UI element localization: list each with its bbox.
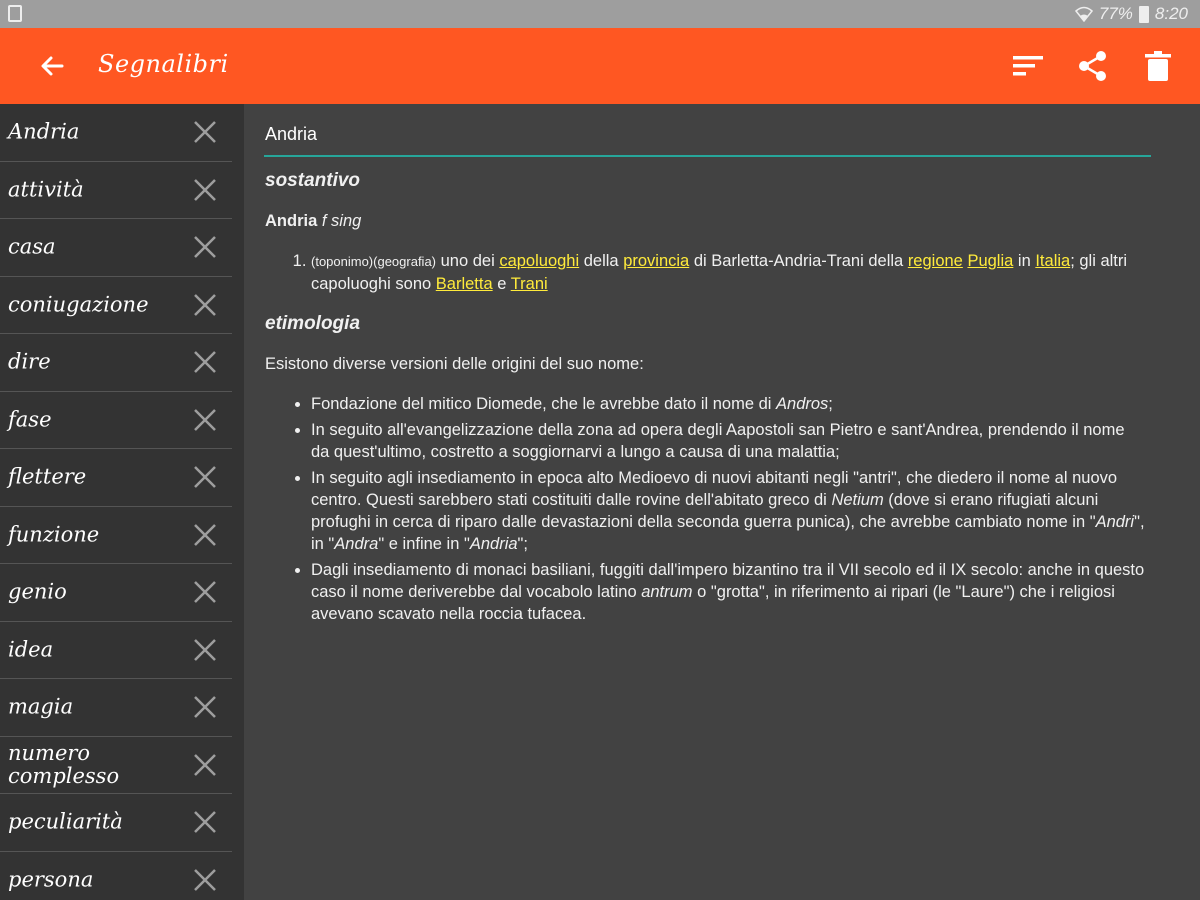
- bullet-text: (dove si erano rifugiati alcuni profughi in cerca di riparo dalle devastazioni della seconda guerra punica), che avrebbe cambiato nome in ": [311, 491, 1099, 531]
- definition-text: in: [1013, 252, 1036, 270]
- entry-content: [244, 104, 1200, 900]
- close-icon[interactable]: [192, 464, 218, 490]
- bullet-italic: Netium: [831, 491, 884, 509]
- close-icon[interactable]: [192, 694, 218, 720]
- list-item[interactable]: [0, 392, 232, 450]
- bookmark-label: fase: [8, 407, 52, 432]
- bullet-text: ;: [828, 395, 833, 413]
- bullet-text: ", in ": [311, 513, 1145, 553]
- list-item[interactable]: [0, 737, 232, 795]
- close-icon[interactable]: [192, 752, 218, 778]
- list-item: [311, 559, 1145, 625]
- bookmark-label: attività: [8, 177, 84, 202]
- bookmark-label: dire: [8, 349, 51, 374]
- bookmark-label: funzione: [8, 522, 100, 547]
- bullet-text: In seguito agli insediamento in epoca alto Medioevo di nuovi abitanti negli "antri", che diedero il nome al nuovo centro. Questi sarebbero stati costituiti dalle rovine dell'abitato greco di: [311, 469, 1118, 509]
- entry-word: Andria: [265, 124, 318, 144]
- definition-item: [311, 250, 1145, 295]
- bullet-italic: Andra: [334, 535, 379, 553]
- entry-body: [265, 170, 1145, 629]
- link-barletta[interactable]: Barletta: [435, 275, 493, 293]
- etymology-intro: Esistono diverse versioni delle origini del suo nome:: [265, 355, 644, 373]
- close-icon[interactable]: [192, 234, 218, 260]
- share-icon[interactable]: [1075, 48, 1111, 84]
- list-item[interactable]: [0, 852, 232, 900]
- close-icon[interactable]: [192, 579, 218, 605]
- list-item[interactable]: [0, 679, 232, 737]
- back-arrow-icon[interactable]: [36, 50, 68, 82]
- link-regione[interactable]: regione: [907, 252, 963, 270]
- close-icon[interactable]: [192, 177, 218, 203]
- bullet-text: Dagli insediamento di monaci basiliani, fuggiti dall'impero bizantino tra il VII secolo ed il IX secolo: anche in questo caso il nome deriverebbe dal vocabolo latino: [311, 561, 1145, 601]
- bullet-italic: antrum: [641, 583, 693, 601]
- close-icon[interactable]: [192, 407, 218, 433]
- close-icon[interactable]: [192, 867, 218, 893]
- app-title: Segnalibri: [98, 50, 229, 78]
- list-item: [311, 419, 1145, 463]
- bookmark-label: numero complesso: [8, 740, 120, 788]
- delete-icon[interactable]: [1140, 48, 1176, 84]
- close-icon[interactable]: [192, 522, 218, 548]
- bullet-text: In seguito all'evangelizzazione della zona ad opera degli Aapostoli san Pietro e sant'Andrea, prendendo il nome da quest'ultimo, costretto a soggiornarvi a lungo a causa di una malattia;: [311, 421, 1125, 461]
- bookmark-label: peculiarità: [8, 809, 123, 834]
- bookmark-list: [0, 104, 244, 900]
- link-puglia[interactable]: Puglia: [967, 252, 1014, 270]
- close-icon[interactable]: [192, 349, 218, 375]
- clock: 8:20: [1154, 4, 1188, 23]
- status-bar: [0, 0, 1200, 28]
- link-capoluoghi[interactable]: capoluoghi: [499, 252, 580, 270]
- bookmark-label: idea: [8, 637, 54, 662]
- bullet-italic: Andros: [776, 395, 829, 413]
- notification-icon: [8, 5, 22, 22]
- app-bar: [0, 28, 1200, 104]
- list-item[interactable]: [0, 564, 232, 622]
- list-item[interactable]: [0, 334, 232, 392]
- list-item: [311, 467, 1145, 555]
- bookmark-label: coniugazione: [8, 292, 149, 317]
- list-item[interactable]: [0, 277, 232, 335]
- bullet-text: o "grotta", in riferimento ai ripari (le "Laure") che i religiosi avevano scavato nella roccia tufacea.: [311, 583, 1115, 623]
- headword: Andria: [265, 212, 318, 230]
- definition-text: di Barletta-Andria-Trani della: [689, 252, 908, 270]
- definition-tags: (toponimo)(geografia): [311, 254, 437, 269]
- link-trani[interactable]: Trani: [510, 275, 548, 293]
- bullet-italic: Andri: [1095, 513, 1135, 531]
- headword-line: [265, 210, 1145, 232]
- definition-list: [265, 250, 1145, 295]
- grammar-info: f sing: [321, 212, 362, 230]
- close-icon[interactable]: [192, 637, 218, 663]
- bookmark-label: persona: [8, 867, 94, 892]
- bullet-text: Fondazione del mitico Diomede, che le avrebbe dato il nome di: [311, 395, 777, 413]
- sort-icon[interactable]: [1010, 48, 1046, 84]
- bookmark-label: magia: [8, 694, 74, 719]
- etymology-list: [265, 393, 1145, 625]
- definition-text: uno dei: [436, 252, 500, 270]
- list-item[interactable]: [0, 794, 232, 852]
- battery-percent: 77%: [1098, 4, 1133, 23]
- definition-text: ; gli altri capoluoghi sono: [311, 252, 1128, 293]
- definition-text: e: [492, 275, 511, 293]
- list-item[interactable]: [0, 104, 232, 162]
- link-italia[interactable]: Italia: [1035, 252, 1071, 270]
- section-heading-etymology: etimologia: [265, 313, 361, 334]
- bullet-text: ";: [517, 535, 528, 553]
- bookmark-label: flettere: [8, 464, 87, 489]
- section-heading-noun: sostantivo: [265, 170, 361, 191]
- bookmark-label: casa: [8, 234, 56, 259]
- list-item[interactable]: [0, 162, 232, 220]
- close-icon[interactable]: [192, 292, 218, 318]
- list-item: [311, 393, 1145, 415]
- bookmark-label: genio: [8, 579, 67, 604]
- battery-icon: [1139, 6, 1149, 23]
- list-item[interactable]: [0, 507, 232, 565]
- bullet-italic: Andria: [469, 535, 518, 553]
- close-icon[interactable]: [192, 809, 218, 835]
- link-provincia[interactable]: provincia: [623, 252, 690, 270]
- list-item[interactable]: [0, 622, 232, 680]
- list-item[interactable]: [0, 449, 232, 507]
- definition-text: della: [579, 252, 624, 270]
- close-icon[interactable]: [192, 119, 218, 145]
- word-underline: [264, 155, 1151, 157]
- wifi-icon: [1075, 6, 1093, 22]
- status-right: [1075, 4, 1188, 24]
- bookmark-label: Andria: [8, 119, 80, 144]
- bullet-text: " e infine in ": [378, 535, 470, 553]
- list-item[interactable]: [0, 219, 232, 277]
